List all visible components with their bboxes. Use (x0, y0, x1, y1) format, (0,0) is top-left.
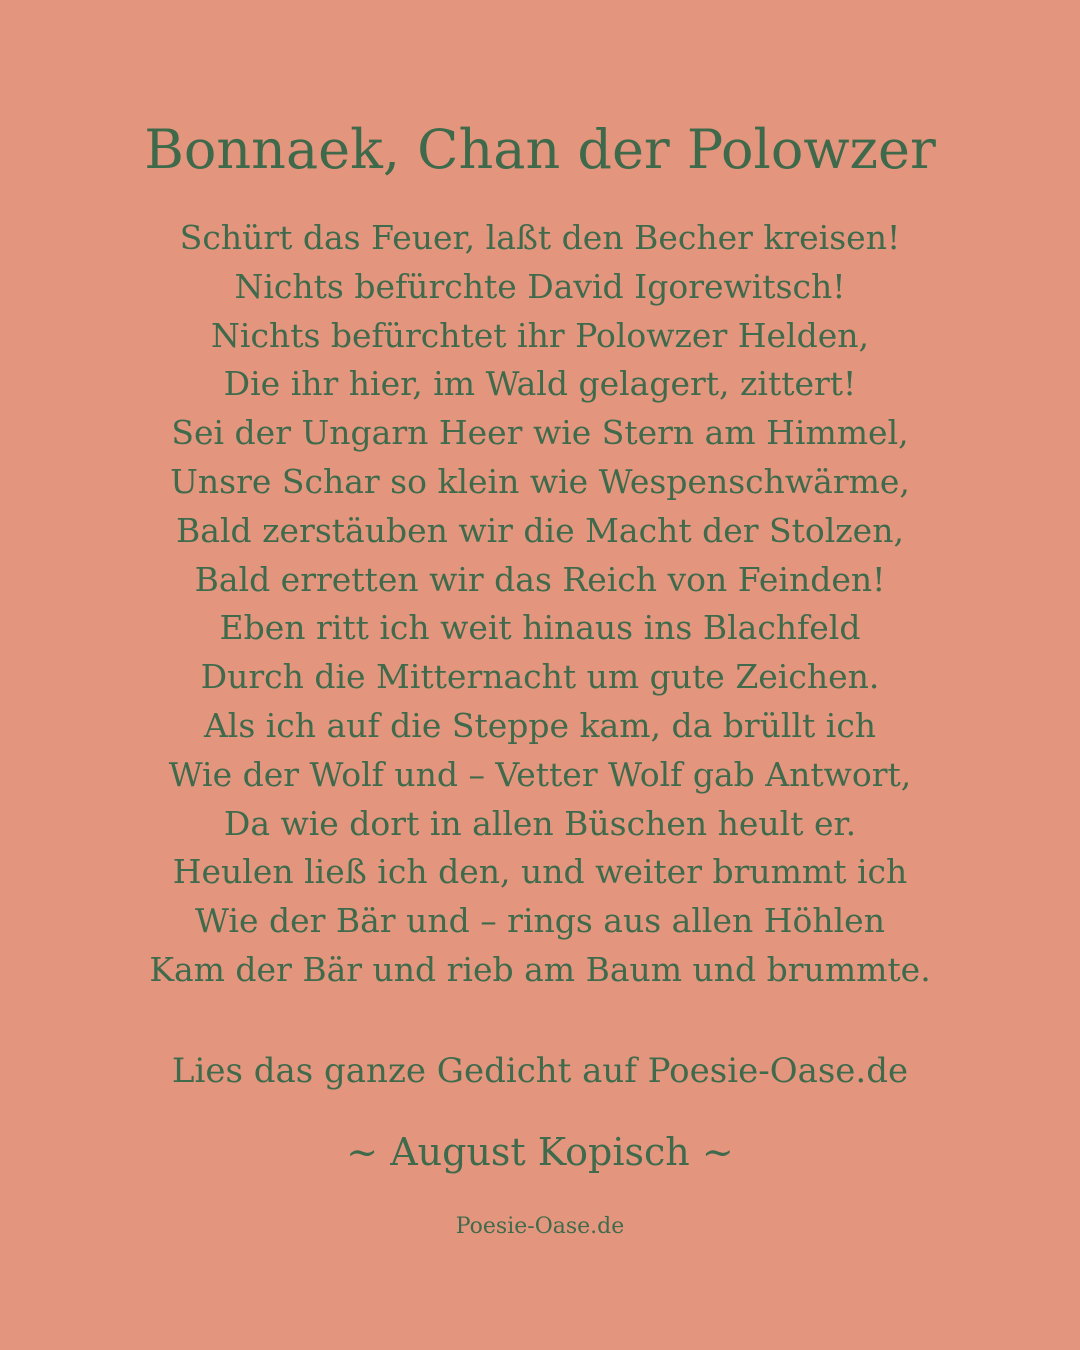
poem-line: Nichts befürchte David Igorewitsch! (234, 266, 846, 306)
read-full-poem-text: Lies das ganze Gedicht auf Poesie-Oase.de (171, 1051, 909, 1091)
poem-line: Bald erretten wir das Reich von Feinden! (194, 559, 886, 599)
poem-title: Bonnaek, Chan der Polowzer (144, 118, 936, 181)
poem-line: Sei der Ungarn Heer wie Stern am Himmel, (171, 413, 909, 453)
poem-line: Wie der Wolf und – Vetter Wolf gab Antwort, (168, 754, 912, 794)
poem-line: Als ich auf die Steppe kam, da brüllt ich (203, 705, 877, 745)
poem-line: Durch die Mitternacht um gute Zeichen. (200, 657, 880, 697)
poem-line: Die ihr hier, im Wald gelagert, zittert! (223, 364, 857, 404)
poem-line: Nichts befürchtet ihr Polowzer Helden, (211, 315, 869, 355)
poem-line: Wie der Bär und – rings aus allen Höhlen (195, 901, 885, 941)
poem-line: Bald zerstäuben wir die Macht der Stolzen, (176, 510, 904, 550)
site-watermark: Poesie-Oase.de (455, 1214, 625, 1239)
poem-line: Kam der Bär und rieb am Baum und brummte. (149, 949, 931, 989)
poem-line: Da wie dort in allen Büschen heult er. (223, 803, 857, 843)
poem-line: Eben ritt ich weit hinaus ins Blachfeld (219, 608, 861, 648)
poem-line: Heulen ließ ich den, und weiter brummt ich (172, 852, 908, 892)
author-name: ~ August Kopisch ~ (346, 1130, 734, 1174)
poem-line: Schürt das Feuer, laßt den Becher kreisen! (179, 218, 901, 257)
poem-line: Unsre Schar so klein wie Wespenschwärme, (170, 461, 910, 501)
poem-stanza (0, 214, 1080, 995)
